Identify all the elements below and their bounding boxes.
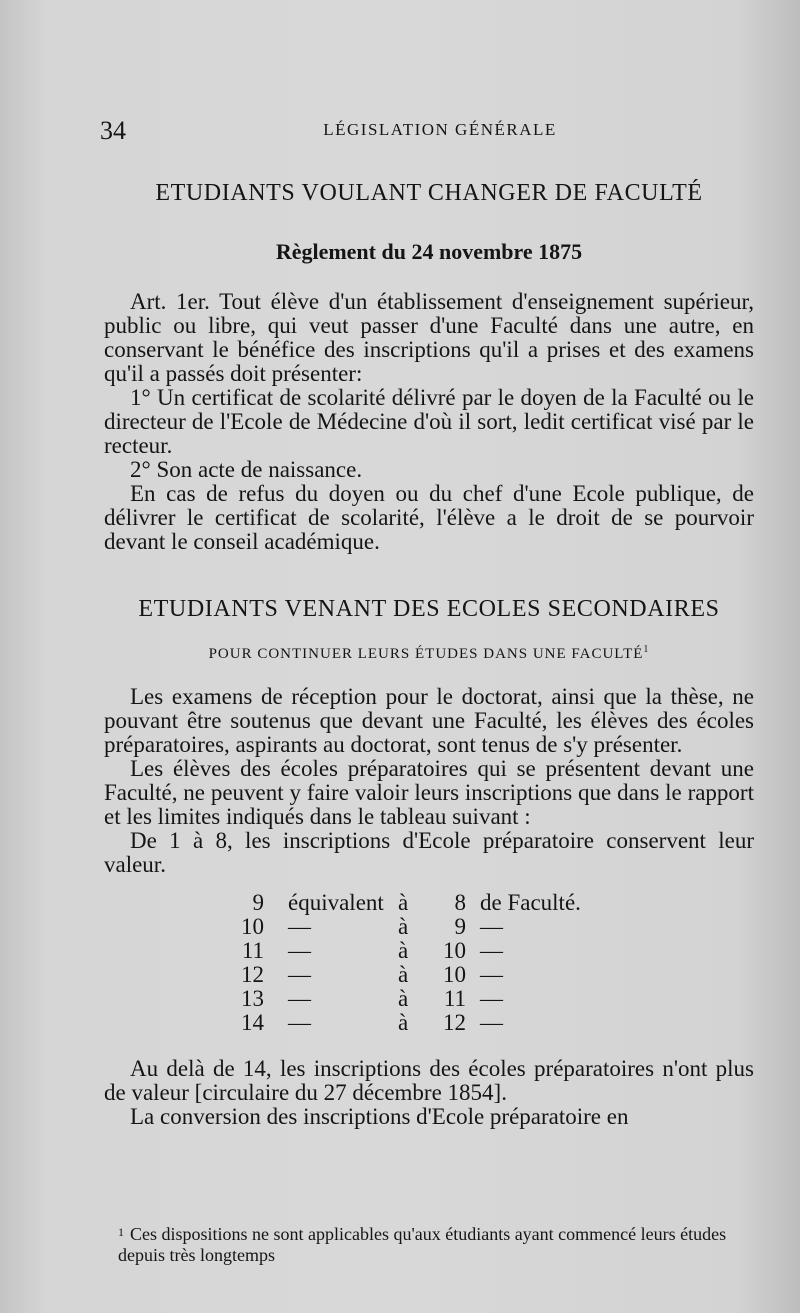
page-number: 34	[100, 116, 126, 145]
footnote-marker: 1	[118, 1225, 124, 1239]
table-row: 14 — à 12 —	[241, 1010, 503, 1035]
table-row: 11 — à 10 —	[241, 938, 503, 963]
refusal-paragraph: En cas de refus du doyen ou du chef d'une Ecole publique, de délivrer le certificat de scolarité, l'élève a le droit de se pourvoir devant le conseil académique.	[104, 481, 754, 554]
requirement-2: 2° Son acte de naissance.	[130, 457, 363, 482]
footnote	[118, 1222, 758, 1266]
page-header	[100, 116, 760, 146]
table-row: 13 — à 11 —	[241, 986, 503, 1011]
table-row: 9 équivalent à 8 de Faculté.	[252, 890, 581, 915]
requirement-1: 1° Un certificat de scolarité délivré par le doyen de la Faculté ou le directeur de l'Ecole de Médecine d'où il sort, ledit certificat visé par le recteur.	[104, 385, 754, 458]
page-body	[104, 178, 754, 1129]
footnote-reference: 1	[643, 644, 650, 655]
footnote-text: Ces dispositions ne sont applicables qu'aux étudiants ayant commencé leurs études depuis très longtemps	[118, 1224, 727, 1265]
table-row: 12 — à 10 —	[241, 962, 503, 987]
value-paragraph: De 1 à 8, les inscriptions d'Ecole préparatoire conservent leur valeur.	[104, 828, 754, 877]
limit-paragraph: Au delà de 14, les inscriptions des écoles préparatoires n'ont plus de valeur [circulaire du 27 décembre 1854].	[104, 1056, 754, 1105]
section-title-changing-faculty: ETUDIANTS VOULANT CHANGER DE FACULTÉ	[155, 180, 703, 206]
article-paragraph: Art. 1er. Tout élève d'un établissement d'enseignement supérieur, public ou libre, qui veut passer d'une Faculté dans une autre, en conservant le bénéfice des inscriptions qu'il a prises et des examens qu'il a passés doit présenter:	[104, 289, 754, 386]
conversion-paragraph: La conversion des inscriptions d'Ecole préparatoire en	[130, 1104, 629, 1129]
section-subtitle: POUR CONTINUER LEURS ÉTUDES DANS UNE FACULTÉ$^1$	[208, 644, 650, 662]
regulation-subtitle: Règlement du 24 novembre 1875	[275, 239, 583, 264]
section-title-secondary-schools: ETUDIANTS VENANT DES ECOLES SECONDAIRES	[138, 596, 720, 622]
exam-paragraph: Les examens de réception pour le doctorat, ainsi que la thèse, ne pouvant être soutenus que devant une Faculté, les élèves des écoles préparatoires, aspirants au doctorat, sont tenus de s'y présenter.	[104, 684, 754, 757]
inscriptions-paragraph: Les élèves des écoles préparatoires qui se présentent devant une Faculté, ne peuvent y faire valoir leurs inscriptions que dans le rapport et les limites indiqués dans le tableau suivant :	[104, 756, 754, 829]
running-title: LÉGISLATION GÉNÉRALE	[323, 120, 557, 139]
equivalence-table	[104, 891, 754, 1035]
table-row: 10 — à 9 —	[241, 914, 503, 939]
